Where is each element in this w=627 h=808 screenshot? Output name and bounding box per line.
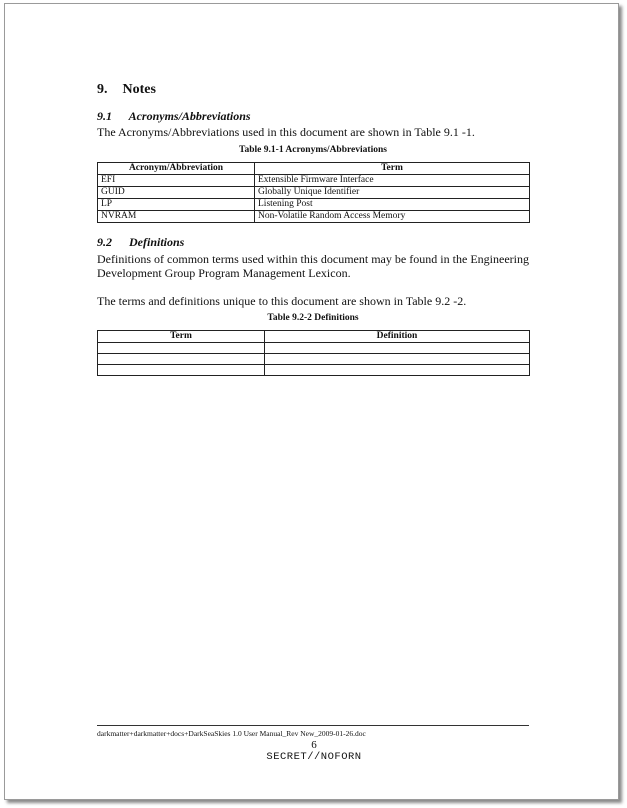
table-caption-acronyms: Table 9.1-1 Acronyms/Abbreviations xyxy=(239,145,387,155)
table-cell: Extensible Firmware Interface xyxy=(255,175,530,187)
table-cell xyxy=(98,365,265,376)
section-number: 9. xyxy=(97,82,108,97)
acronyms-table xyxy=(97,162,530,223)
subsection-number: 9.2 xyxy=(97,235,112,249)
table-row xyxy=(98,365,530,376)
table-cell: EFI xyxy=(98,175,255,187)
table-cell: NVRAM xyxy=(98,211,255,223)
section-heading xyxy=(97,82,156,98)
column-header: Acronym/Abbreviation xyxy=(98,163,255,175)
table-cell: Globally Unique Identifier xyxy=(255,187,530,199)
classification-marking: SECRET//NOFORN xyxy=(266,751,362,763)
footer-filename: darkmatter+darkmatter+docs+DarkSeaSkies 1.0 User Manual_Rev New_2009-01-26.doc xyxy=(97,729,366,738)
subsection-title: Definitions xyxy=(129,235,185,249)
table-row xyxy=(98,354,530,365)
table-row xyxy=(98,211,530,223)
table-row xyxy=(98,199,530,211)
section-title: Notes xyxy=(122,82,156,97)
subsection-title: Acronyms/Abbreviations xyxy=(128,109,251,123)
table-header-row xyxy=(98,331,530,343)
subsection-number: 9.1 xyxy=(97,109,112,123)
definitions-intro-paragraph: The terms and definitions unique to this document are shown in Table 9.2 -2. xyxy=(97,294,467,308)
column-header: Term xyxy=(98,331,265,343)
table-row xyxy=(98,187,530,199)
table-cell xyxy=(265,354,530,365)
table-cell: GUID xyxy=(98,187,255,199)
footer-divider xyxy=(97,725,529,726)
subsection-heading-definitions xyxy=(97,235,184,250)
table-cell: Non-Volatile Random Access Memory xyxy=(255,211,530,223)
table-cell: Listening Post xyxy=(255,199,530,211)
table-cell xyxy=(265,343,530,354)
page-number: 6 xyxy=(311,739,317,751)
column-header: Definition xyxy=(265,331,530,343)
table-row xyxy=(98,343,530,354)
subsection-heading-acronyms xyxy=(97,109,251,124)
table-header-row xyxy=(98,163,530,175)
definitions-table xyxy=(97,330,530,376)
column-header: Term xyxy=(255,163,530,175)
table-row xyxy=(98,175,530,187)
table-cell xyxy=(265,365,530,376)
table-caption-definitions: Table 9.2-2 Definitions xyxy=(267,313,359,323)
table-cell xyxy=(98,354,265,365)
definitions-paragraph: Definitions of common terms used within this document may be found in the Engineering Development Group Program Management Lexicon. xyxy=(97,252,529,280)
document-page xyxy=(4,3,619,800)
table-cell: LP xyxy=(98,199,255,211)
table-cell xyxy=(98,343,265,354)
acronyms-intro-paragraph: The Acronyms/Abbreviations used in this document are shown in Table 9.1 -1. xyxy=(97,125,475,139)
